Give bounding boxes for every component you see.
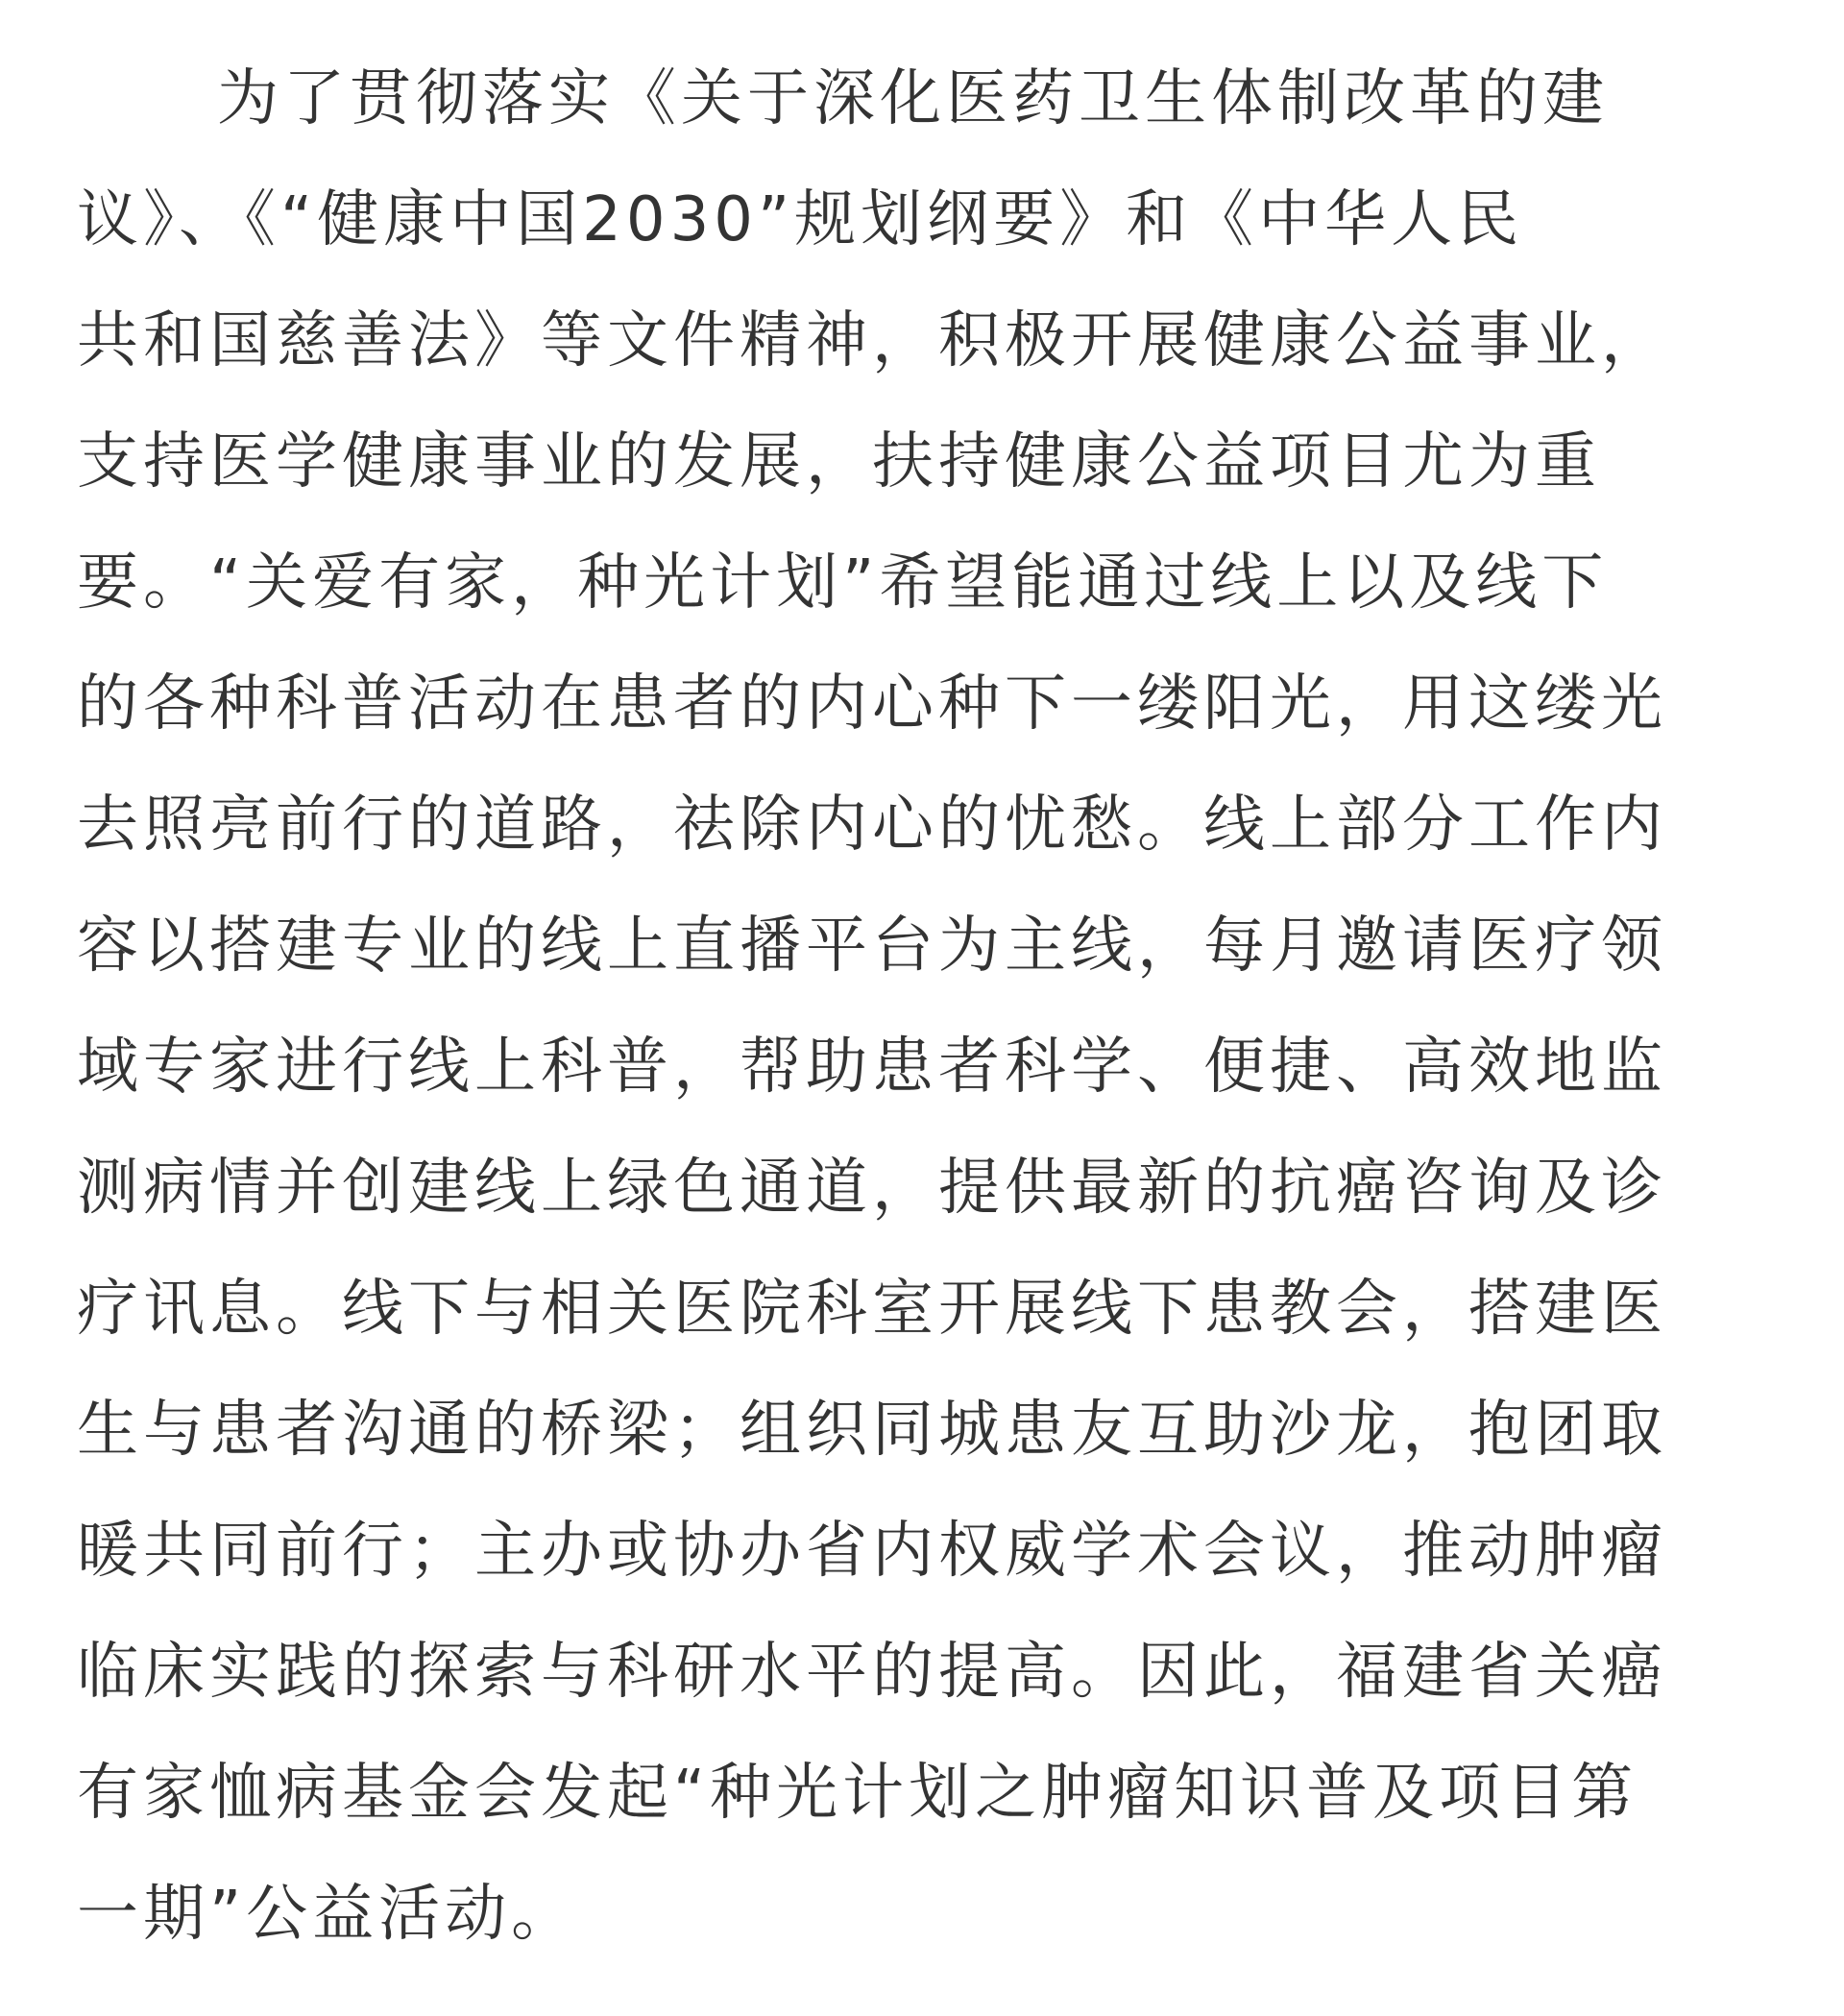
paragraph-line: 域专家进行线上科普，帮助患者科学、便捷、高效地监: [77, 1032, 1667, 1103]
paragraph-line: 共和国慈善法》等文件精神，积极开展健康公益事业，: [77, 305, 1667, 376]
paragraph-line: 的各种科普活动在患者的内心种下一缕阳光，用这缕光: [77, 668, 1667, 740]
paragraph-line: 有家恤病基金会发起“种光计划之肿瘤知识普及项目第: [77, 1758, 1638, 1829]
paragraph-line: 议》、《“健康中国2030”规划纲要》和《中华人民: [77, 184, 1524, 255]
paragraph-line: 为了贯彻落实《关于深化医药卫生体制改革的建: [217, 63, 1609, 134]
paragraph-line: 去照亮前行的道路，祛除内心的忧愁。线上部分工作内: [77, 789, 1667, 861]
paragraph-line: 疗讯息。线下与相关医院科室开展线下患教会，搭建医: [77, 1274, 1667, 1345]
paragraph-line: 测病情并创建线上绿色通道，提供最新的抗癌咨询及诊: [77, 1153, 1667, 1224]
paragraph-line: 临床实践的探索与科研水平的提高。因此，福建省关癌: [77, 1637, 1667, 1708]
paragraph-line: 要。“关爱有家，种光计划”希望能通过线上以及线下: [77, 547, 1609, 619]
paragraph-line: 一期”公益活动。: [77, 1879, 578, 1950]
paragraph-line: 暖共同前行；主办或协办省内权威学术会议，推动肿瘤: [77, 1516, 1667, 1587]
paragraph-line: 容以搭建专业的线上直播平台为主线，每月邀请医疗领: [77, 911, 1667, 982]
paragraph-line: 支持医学健康事业的发展，扶持健康公益项目尤为重: [77, 426, 1601, 498]
paragraph-line: 生与患者沟通的桥梁；组织同城患友互助沙龙，抱团取: [77, 1395, 1667, 1466]
article-paragraph: [77, 38, 1748, 1975]
